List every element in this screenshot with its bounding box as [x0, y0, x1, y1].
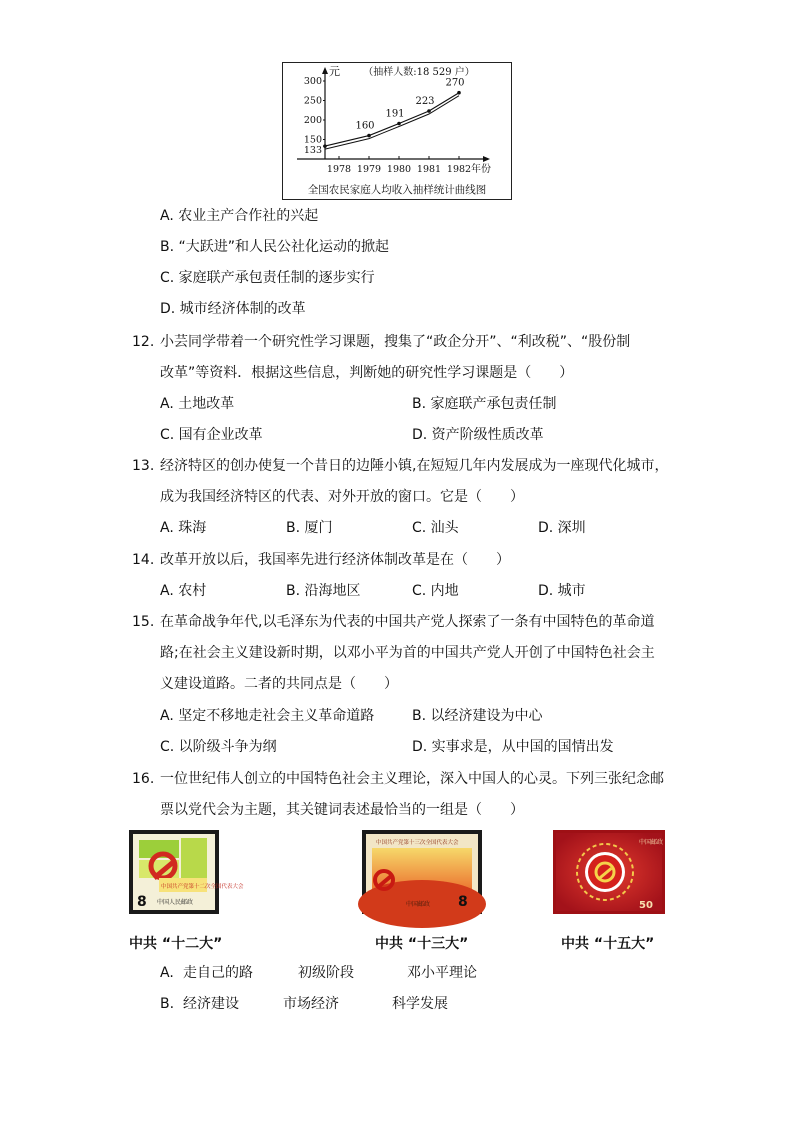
- chart-x-axis-arrow: [483, 156, 490, 162]
- q15-option-c: C. 以阶级斗争为纲: [160, 739, 277, 755]
- q15-number: 15.: [132, 614, 155, 630]
- q14-option-d: D. 城市: [538, 583, 586, 599]
- chart-y-tick-label: 200: [303, 115, 322, 126]
- q16-option-a-letter: A.: [160, 965, 174, 981]
- q11-option-d: D. 城市经济体制的改革: [160, 301, 306, 317]
- stamp-12th-issuer: 中国人民邮政: [157, 899, 194, 906]
- chart-x-tick-label: 1982: [446, 164, 472, 175]
- q13-option-b: B. 厦门: [286, 520, 333, 536]
- stamp-13th-field: [366, 834, 478, 910]
- q16-line-2: 票以党代会为主题，其关键词表述最恰当的一组是（ ）: [160, 802, 524, 818]
- stamp-13th-congress: [362, 830, 482, 914]
- q12-number: 12.: [132, 334, 155, 350]
- chart-y-tick-label: 300: [303, 76, 322, 87]
- chart-data-point: [397, 122, 401, 126]
- q16-option-b-word-3: 科学发展: [392, 996, 448, 1012]
- stamp-12th-field: [133, 834, 244, 910]
- stamp-13th-caption: 中共 “十三大”: [375, 936, 469, 952]
- stamp-15th-value: 50: [639, 900, 653, 911]
- q14-line-1: 改革开放以后，我国率先进行经济体制改革是在（ ）: [160, 552, 510, 568]
- q13-line-1: 经济特区的创办使复一个昔日的边陲小镇,在短短几年内发展成为一座现代化城市，: [160, 458, 669, 474]
- q15-line-2: 路;在社会主义建设新时期，以邓小平为首的中国共产党人开创了中国特色社会主: [160, 645, 655, 661]
- chart-x-tick-label: 1979: [356, 164, 382, 175]
- q16-number: 16.: [132, 771, 155, 787]
- stamp-12th-title: 中国共产党第十二次全国代表大会: [161, 884, 244, 890]
- stamp-13th-artwork: [366, 834, 478, 910]
- chart-x-tick-label: 1978: [326, 164, 352, 175]
- q12-option-a: A. 土地改革: [160, 396, 235, 412]
- chart-data-label: 223: [415, 96, 435, 108]
- stamp-13th-title: 中国共产党第十三次全国代表大会: [376, 840, 459, 846]
- income-line-chart: [283, 63, 511, 199]
- q16-option-a-word-3: 邓小平理论: [407, 965, 477, 981]
- chart-note: （抽样人数:18 529 户）: [363, 67, 475, 78]
- q16-option-a-word-1: 走自己的路: [183, 965, 253, 981]
- q16-option-a-word-2: 初级阶段: [298, 965, 354, 981]
- q15-option-a: A. 坚定不移地走社会主义革命道路: [160, 708, 375, 724]
- q14-number: 14.: [132, 552, 155, 568]
- q12-option-b: B. 家庭联产承包责任制: [412, 396, 557, 412]
- q14-option-b: B. 沿海地区: [286, 583, 361, 599]
- stamp-15th-issuer: 中国邮政: [639, 839, 664, 846]
- chart-y-tick-label: 133: [303, 145, 322, 157]
- chart-data-point: [457, 91, 461, 95]
- q15-option-b: B. 以经济建设为中心: [412, 708, 543, 724]
- chart-y-axis-arrow: [322, 67, 328, 74]
- chart-y-tick-label: 150: [303, 134, 322, 146]
- chart-x-label: 年份: [471, 164, 491, 175]
- q14-option-a: A. 农村: [160, 583, 207, 599]
- q13-option-c: C. 汕头: [412, 520, 459, 536]
- chart-x-tick-label: 1980: [386, 164, 412, 175]
- stamp-12th-caption: 中共 “十二大”: [129, 936, 223, 952]
- stamp-13th-issuer: 中国邮政: [406, 901, 431, 908]
- q13-option-a: A. 珠海: [160, 520, 207, 536]
- stamp-15th-artwork: [553, 830, 665, 914]
- q15-line-3: 义建设道路。二者的共同点是（ ）: [160, 676, 398, 692]
- chart-data-point: [427, 109, 431, 113]
- chart-data-point: [323, 144, 327, 148]
- stamp-15th-congress: [553, 830, 665, 914]
- q12-option-d: D. 资产阶级性质改革: [412, 427, 544, 443]
- q16-option-b-word-2: 市场经济: [283, 996, 339, 1012]
- q16-option-b-letter: B.: [160, 996, 175, 1012]
- q11-option-c: C. 家庭联产承包责任制的逐步实行: [160, 270, 375, 286]
- q13-number: 13.: [132, 458, 155, 474]
- stamp-12th-artwork: [133, 834, 244, 910]
- q12-line-2: 改革”等资料．根据这些信息，判断她的研究性学习课题是（ ）: [160, 365, 574, 381]
- q14-option-c: C. 内地: [412, 583, 459, 599]
- income-chart: [282, 62, 512, 200]
- q13-line-2: 成为我国经济特区的代表、对外开放的窗口。它是（ ）: [160, 489, 524, 505]
- q15-line-1: 在革命战争年代,以毛泽东为代表的中国共产党人探索了一条有中国特色的革命道: [160, 614, 655, 630]
- chart-data-point: [367, 134, 371, 138]
- chart-data-label: 191: [385, 108, 405, 120]
- q16-line-1: 一位世纪伟人创立的中国特色社会主义理论，深入中国人的心灵。下列三张纪念邮: [160, 771, 664, 787]
- stamp-13th-value: 8: [458, 894, 468, 910]
- q12-option-c: C. 国有企业改革: [160, 427, 263, 443]
- chart-y-label: 元: [329, 65, 340, 78]
- q11-option-a: A. 农业主产合作社的兴起: [160, 208, 319, 224]
- chart-data-label: 270: [445, 77, 465, 89]
- q15-option-d: D. 实事求是，从中国的国情出发: [412, 739, 614, 755]
- q16-option-b-word-1: 经济建设: [183, 996, 239, 1012]
- stamp-15th-caption: 中共 “十五大”: [561, 936, 655, 952]
- stamp-12th-congress: [129, 830, 244, 914]
- chart-y-tick-label: 250: [303, 95, 322, 107]
- q12-line-1: 小芸同学带着一个研究性学习课题，搜集了“政企分开”、“利改税”、“股份制: [160, 334, 631, 350]
- q13-option-d: D. 深圳: [538, 520, 586, 536]
- stamp-12th-value: 8: [137, 894, 147, 910]
- chart-title: 全国农民家庭人均收入抽样统计曲线图: [307, 184, 487, 196]
- chart-data-label: 160: [355, 120, 375, 132]
- q11-option-b: B. “大跃进”和人民公社化运动的掀起: [160, 239, 390, 255]
- chart-x-tick-label: 1981: [416, 164, 442, 175]
